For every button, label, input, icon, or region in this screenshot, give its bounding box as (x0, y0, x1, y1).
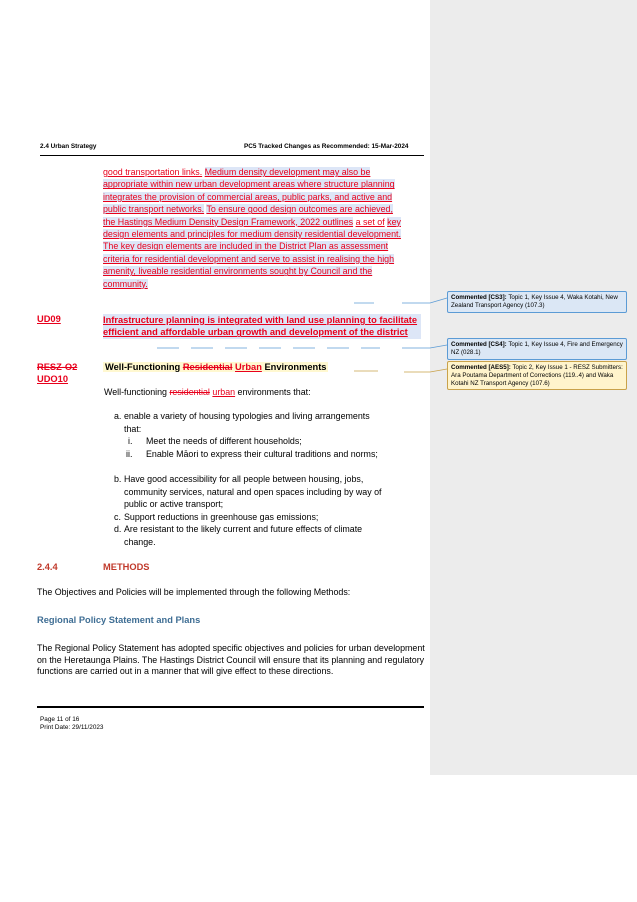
comment-cs4[interactable] (447, 338, 627, 360)
inserted-text-highlighted[interactable]: key (387, 216, 401, 227)
objective-code-ud09[interactable]: UD09 (37, 314, 61, 324)
methods-paragraph: The Objectives and Policies will be implemented through the following Methods: (37, 587, 351, 597)
rps-paragraph: The Regional Policy Statement has adopted specific objectives and policies for urban development on the Heretaunga Plains. The Hastings District Council will ensure that its planning and regulatory functions are carried out in a manner that will give effect to these directions. (37, 643, 425, 676)
print-date: Print Date: 29/11/2023 (40, 724, 104, 731)
list-text: Support reductions in greenhouse gas emissions; (124, 512, 319, 522)
deleted-word[interactable]: residential (169, 387, 210, 397)
list-text: Have good accessibility for all people between housing, jobs, community services, natural and open spaces including by way of public or active transport; (124, 474, 382, 510)
comment-label: Commented [CS3]: (451, 294, 507, 301)
header-rule (40, 155, 424, 156)
inserted-text-highlighted[interactable]: To ensure good design outcomes are achieved, the Hastings Medium Density Design Framework, 2022 outlines (103, 204, 393, 227)
sub-list-marker: ii. (126, 449, 133, 459)
list-marker: c. (114, 512, 121, 522)
deleted-code[interactable]: RESZ-O2 (37, 362, 78, 372)
list-marker: d. (114, 524, 122, 534)
sub-list-marker: i. (128, 436, 133, 446)
inserted-text-highlighted[interactable]: Medium density development may also be appropriate within new urban development areas where structure planning integrates the provision of commercial areas, public parks, and active and public transport networks. (103, 167, 395, 215)
footer-rule (37, 706, 424, 708)
comment-cs3[interactable] (447, 291, 627, 313)
comment-text: Topic 1, Key Issue 4, Waka Kotahi, New Zealand Transport Agency (107.3) (451, 294, 618, 309)
list-item (114, 410, 384, 435)
inserted-text[interactable]: good transportation links. (103, 167, 203, 177)
inserted-word[interactable]: Urban (235, 362, 262, 372)
objective-title[interactable] (103, 362, 328, 372)
inserted-text-highlighted[interactable]: The key design elements are included in the District Plan as assessment criteria for residential development and serve to assist in realising the high amenity, liveable residential environments sought by Council and the community. (103, 241, 395, 289)
inserted-text[interactable]: a set of (355, 216, 385, 227)
inserted-text-highlighted[interactable]: design elements and principles for medium density residential development. (103, 229, 401, 240)
list-item (114, 523, 384, 548)
title-text: Environments (261, 362, 327, 372)
comment-aes5[interactable] (447, 361, 627, 390)
header-right: PC5 Tracked Changes as Recommended: 15-Mar-2024 (244, 143, 409, 150)
section-title: METHODS (103, 562, 150, 572)
list-item (114, 511, 384, 524)
page-number: Page 11 of 16 (40, 716, 80, 723)
header-left: 2.4 Urban Strategy (40, 143, 97, 150)
comment-text: Topic 1, Key Issue 4, Fire and Emergency NZ (028.1) (451, 341, 623, 356)
list-item (114, 473, 384, 511)
deleted-word[interactable]: Residential (182, 362, 233, 372)
list-marker: a. (114, 411, 122, 421)
intro-text: environments that: (235, 387, 311, 397)
comment-text: Topic 2, Key Issue 1 - RESZ Submitters: Ara Poutama Department of Corrections (119..4) and Waka Kotahi NZ Transport Agency (107.6) (451, 364, 623, 387)
list-text: enable a variety of housing typologies and living arrangements that: (124, 411, 370, 434)
subsection-title: Regional Policy Statement and Plans (37, 615, 201, 625)
inserted-paragraph[interactable] (103, 166, 401, 290)
intro-text: Well-functioning (104, 387, 170, 397)
comment-label: Commented [CS4]: (451, 341, 507, 348)
objective-code-resz[interactable] (37, 362, 77, 385)
list-text: Are resistant to the likely current and future effects of climate change. (124, 524, 363, 547)
title-text: Well-Functioning (105, 362, 183, 372)
inserted-code[interactable]: UDO10 (37, 373, 69, 384)
footer (40, 716, 103, 732)
list-marker: b. (114, 474, 122, 484)
objective-ud09-text[interactable]: Infrastructure planning is integrated with land use planning to facilitate efficient and affordable urban growth and development of the district (103, 314, 421, 339)
objective-intro (104, 387, 311, 397)
sub-list-text: Enable Māori to express their cultural traditions and norms; (146, 449, 378, 459)
inserted-word[interactable]: urban (212, 387, 236, 397)
sub-list-text: Meet the needs of different households; (146, 436, 302, 446)
comment-label: Commented [AES5]: (451, 364, 511, 371)
section-number: 2.4.4 (37, 562, 58, 572)
